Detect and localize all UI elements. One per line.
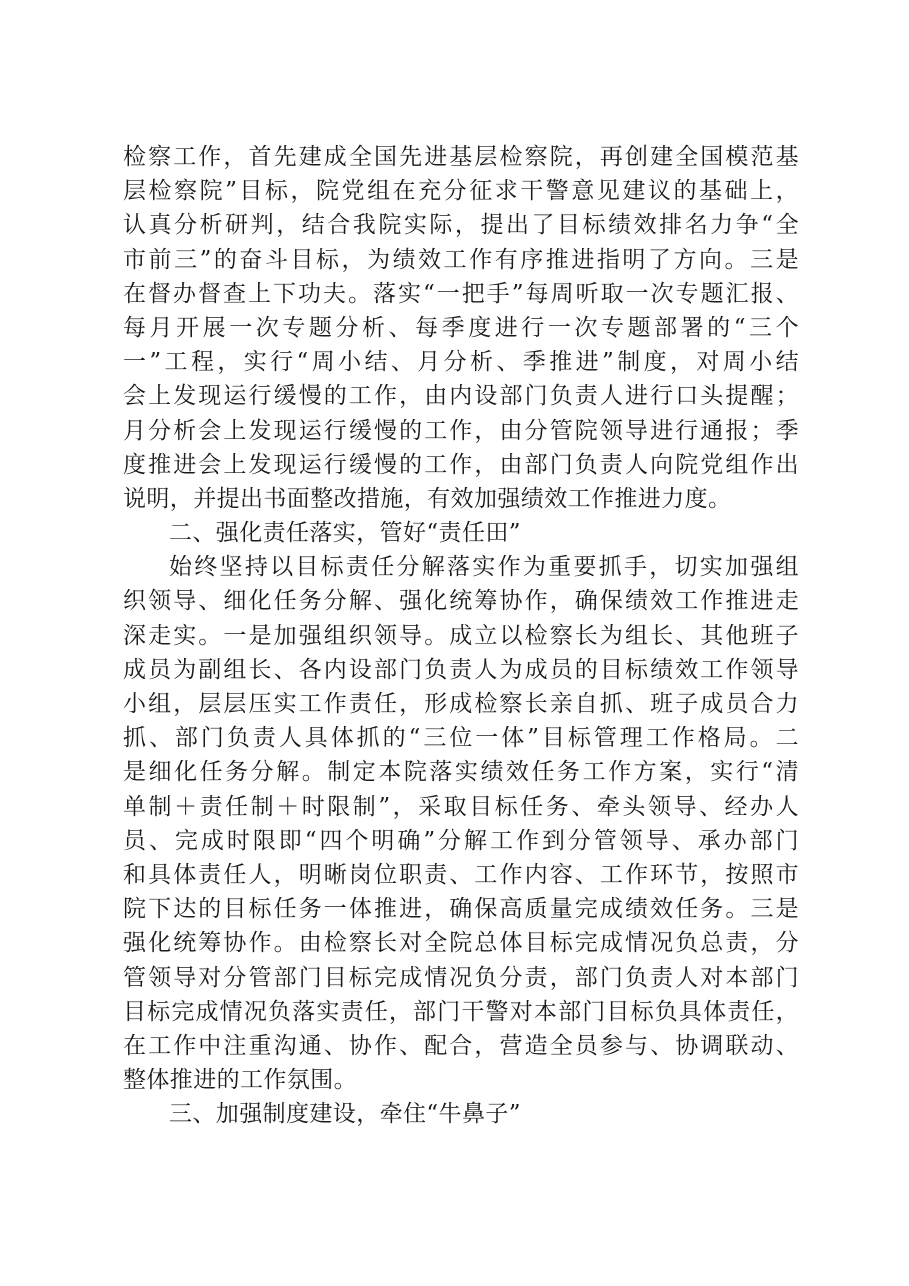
paragraph-line: 检察工作，首先建成全国先进基层检察院，再创建全国模范基 xyxy=(123,144,799,170)
paragraph-line: 一”工程，实行“周小结、月分析、季推进”制度，对周小结 xyxy=(123,349,799,376)
paragraph-line: 成员为副组长、各内设部门负责人为成员的目标绩效工作领导 xyxy=(123,656,799,683)
paragraph-line: 目标完成情况负落实责任，部门干警对本部门目标负具体责任， xyxy=(123,998,799,1025)
paragraph-line: 始终坚持以目标责任分解落实作为重要抓手，切实加强组 xyxy=(169,554,799,581)
document-body xyxy=(123,140,799,1131)
paragraph-line: 管领导对分管部门目标完成情况负分责，部门负责人对本部门 xyxy=(123,964,799,991)
paragraph-line: 在工作中注重沟通、协作、配合，营造全员参与、协调联动、 xyxy=(123,1032,799,1059)
paragraph-line: 认真分析研判，结合我院实际，提出了目标绩效排名力争“全 xyxy=(123,212,799,239)
section-heading: 三、加强制度建设，牵住“牛鼻子” xyxy=(169,1101,521,1128)
paragraph-line: 在督办督查上下功夫。落实“一把手”每周听取一次专题汇报、 xyxy=(123,280,799,307)
section-heading: 二、强化责任落实，管好“责任田” xyxy=(169,520,521,547)
paragraph-line: 会上发现运行缓慢的工作，由内设部门负责人进行口头提醒； xyxy=(123,383,799,410)
paragraph-line: 是细化任务分解。制定本院落实绩效任务工作方案，实行“清 xyxy=(123,759,799,786)
paragraph-line: 单制＋责任制＋时限制”，采取目标任务、牵头领导、经办人 xyxy=(123,793,799,820)
paragraph-line: 度推进会上发现运行缓慢的工作，由部门负责人向院党组作出 xyxy=(123,451,799,478)
paragraph-line: 抓、部门负责人具体抓的“三位一体”目标管理工作格局。二 xyxy=(123,725,799,752)
paragraph-line: 院下达的目标任务一体推进，确保高质量完成绩效任务。三是 xyxy=(123,896,799,923)
paragraph-line: 月分析会上发现运行缓慢的工作，由分管院领导进行通报；季 xyxy=(123,417,799,444)
paragraph-line: 整体推进的工作氛围。 xyxy=(123,1067,357,1094)
paragraph-line: 深走实。一是加强组织领导。成立以检察长为组长、其他班子 xyxy=(123,622,799,649)
paragraph-line: 员、完成时限即“四个明确”分解工作到分管领导、承办部门 xyxy=(123,827,799,854)
paragraph-line: 和具体责任人，明晰岗位职责、工作内容、工作环节，按照市 xyxy=(123,861,799,888)
paragraph-line: 层检察院”目标，院党组在充分征求干警意见建议的基础上， xyxy=(123,178,799,205)
paragraph-line: 每月开展一次专题分析、每季度进行一次专题部署的“三个 xyxy=(123,314,799,341)
paragraph-line: 市前三”的奋斗目标，为绩效工作有序推进指明了方向。三是 xyxy=(123,246,799,273)
paragraph-line: 说明，并提出书面整改措施，有效加强绩效工作推进力度。 xyxy=(123,485,732,512)
paragraph-line: 小组，层层压实工作责任，形成检察长亲自抓、班子成员合力 xyxy=(123,691,799,717)
paragraph-line: 强化统筹协作。由检察长对全院总体目标完成情况负总责，分 xyxy=(123,930,799,957)
paragraph-line: 织领导、细化任务分解、强化统筹协作，确保绩效工作推进走 xyxy=(123,588,799,615)
